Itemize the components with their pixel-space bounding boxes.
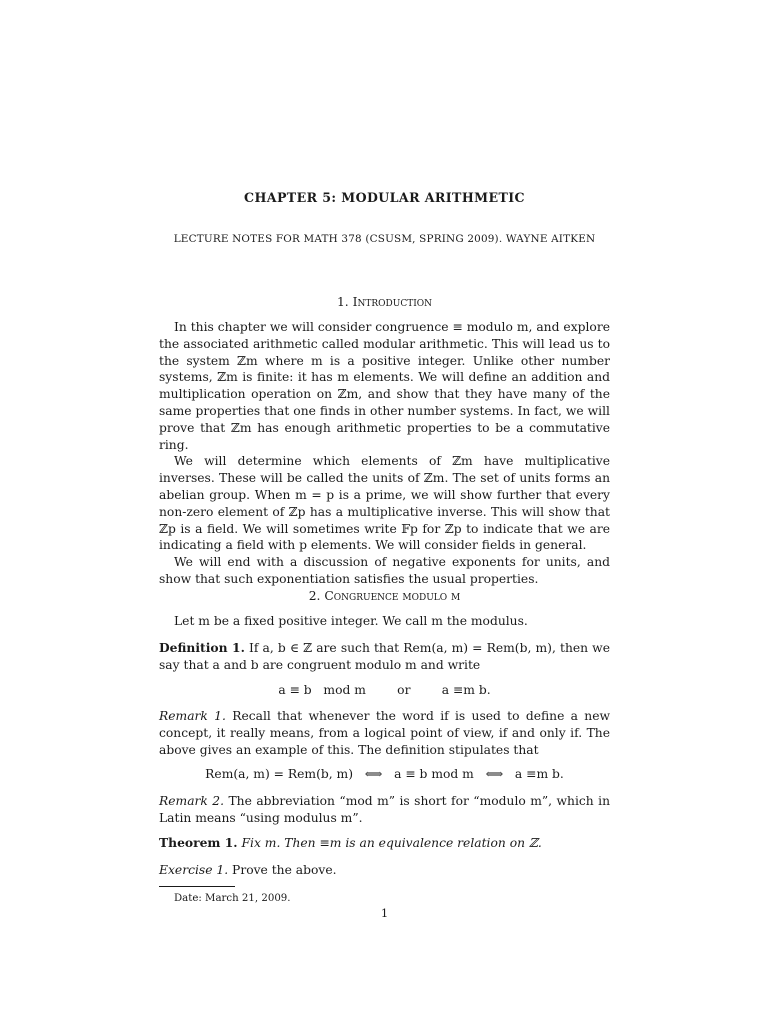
section-2-intro [159, 613, 610, 630]
chapter-title: CHAPTER 5: MODULAR ARITHMETIC [244, 190, 525, 205]
intro-paragraph-1: In this chapter we will consider congruence ≡ modulo m, and explore the associated arithmetic called modular arithmetic. This will lead us to the system ℤm where m is a positive integer. Unlike other number systems, ℤm is finite: it has m elements. We will define an addition and multiplication operation on ℤm, and show that they have many of the same properties that one finds in other number systems. In fact, we will prove that ℤm has enough arithmetic properties to be a commutative ring. [159, 320, 610, 452]
intro-paragraph-3: We will end with a discussion of negative exponents for units, and show that such exponentiation satisfies the usual properties. [159, 555, 610, 586]
exercise-1-label: Exercise 1. [159, 863, 229, 877]
remark-2-label: Remark 2. [159, 794, 225, 808]
lecture-subtitle: LECTURE NOTES FOR MATH 378 (CSUSM, SPRING 2009). WAYNE AITKEN [173, 233, 596, 245]
remark-1-label: Remark 1. [159, 709, 226, 723]
theorem-1-text: Fix m. Then ≡m is an equivalence relation on ℤ. [241, 836, 542, 850]
intro-paragraph-2: We will determine which elements of ℤm have multiplicative inverses. These will be called the units of ℤm. The set of units forms an abelian group. When m = p is a prime, we will show further that every non-zero element of ℤp has a multiplicative inverse. This will show that ℤp is a field. We will sometimes write 𝔽p for ℤp to indicate that we are indicating a field with p elements. We will consider fields in general. [159, 454, 610, 553]
definition-1 [159, 640, 610, 674]
definition-1-label: Definition 1. [159, 640, 245, 655]
section-1-heading: 1. Introduction [336, 295, 433, 309]
footnote-date: Date: March 21, 2009. [174, 893, 291, 904]
remark-1-text: Recall that whenever the word if is used to define a new concept, it really means, from a logical point of view, if and only if. The above gives an example of this. The definition stipulates that [159, 709, 610, 757]
definition-1-display: a ≡ b mod m or a ≡m b. [278, 683, 491, 697]
theorem-1-label: Theorem 1. [159, 835, 238, 850]
theorem-1 [159, 835, 610, 852]
remark-1 [159, 708, 610, 758]
page-number: 1 [380, 906, 389, 920]
exercise-1 [159, 862, 610, 879]
document-page [159, 0, 610, 1024]
section-2-heading: 2. Congruence modulo m [308, 589, 461, 603]
remark-2-text: The abbreviation “mod m” is short for “modulo m”, which in Latin means “using modulus m”. [159, 794, 610, 825]
section-1-body [159, 319, 610, 588]
remark-2 [159, 793, 610, 827]
remark-1-display: Rem(a, m) = Rem(b, m) ⟺ a ≡ b mod m ⟺ a ≡m b. [205, 767, 564, 781]
definition-1-text: If a, b ∈ ℤ are such that Rem(a, m) = Rem(b, m), then we say that a and b are congruent modulo m and write [159, 641, 610, 672]
footnote-rule [159, 886, 235, 887]
exercise-1-text: Prove the above. [232, 863, 337, 877]
modulus-sentence: Let m be a fixed positive integer. We call m the modulus. [174, 614, 528, 628]
